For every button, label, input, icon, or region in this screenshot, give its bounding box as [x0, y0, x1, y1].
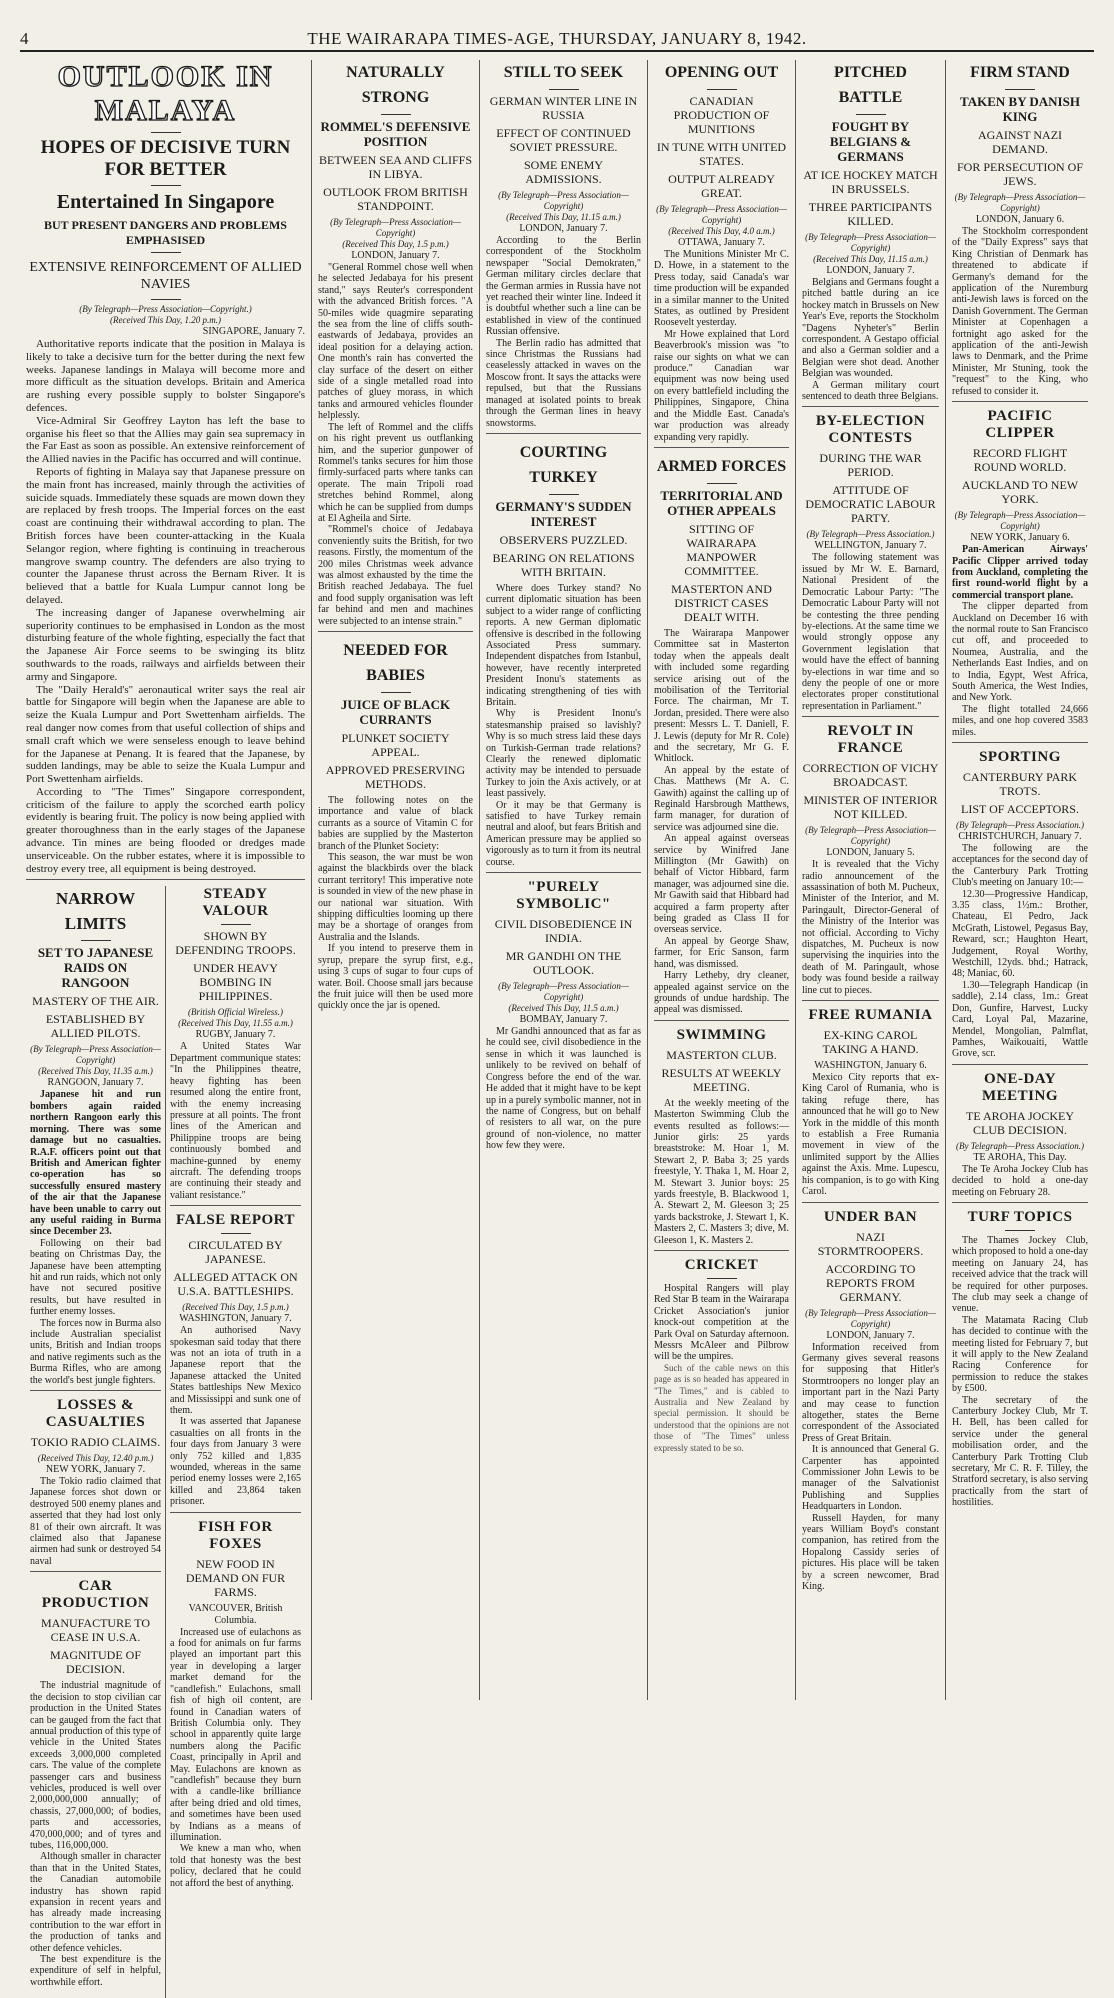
story-fish-for-foxes — [170, 1519, 301, 1893]
credit-line: (By Telegraph—Press Association—Copyright) — [330, 217, 461, 238]
story-turf-topics — [952, 1209, 1088, 1513]
paragraph: The Wairarapa Manpower Committee sat in Masterton today when the appeals dealt with included some regarding service arising out of the mobilisation of the Territorial Force. The chairman, Mr T. Jordan, presided. There were also present: Messrs L. T. Daniell, F. J. Lewis (deputy for Mr R. Cole) and the secretary, Mr G. F. Whitlock. — [654, 627, 789, 765]
kicker: TAKEN BY DANISH KING — [960, 94, 1080, 124]
headline: ARMED FORCES — [656, 457, 787, 475]
kicker: THREE PARTICIPANTS KILLED. — [808, 200, 933, 228]
story-one-day-meeting — [952, 1071, 1088, 1203]
paragraph: Belgians and Germans fought a pitched battle during an ice hockey match in Brussels on New Year's Eve, reports the Stockholm "Dagens Nyheter's" Berlin correspondent. A Gestapo official and also a German soldier and a Belgian were shot dead. Another Belgian was wounded. — [802, 277, 939, 380]
newspaper-title: THE WAIRARAPA TIMES-AGE, THURSDAY, JANUARY 8, 1942. — [307, 29, 807, 48]
kicker: IN TUNE WITH UNITED STATES. — [656, 140, 787, 168]
paragraph: Reports of fighting in Malaya say that Japanese pressure on the main front has increased, mainly through the activities of suicide squads. Immediately these squads are mown down they are replaced by fresh troops. The Imperial forces on the east coast are continuing their withdrawal according to plan. The British forces have been counter-attacking in the Kuala Selangor region, where fighting is continuing in treacherous mangrove swamp country. The defenders are also trying to counter the Japanese thrust across the Bernam River. It is believed that a battle for Kuala Lumpur cannot long be delayed. — [26, 465, 305, 606]
kicker: CIVIL DISOBEDIENCE IN INDIA. — [494, 917, 633, 946]
dateline: TE AROHA, This Day. — [973, 1151, 1067, 1163]
kicker: CANTERBURY PARK TROTS. — [962, 770, 1078, 798]
paragraph: If you intend to preserve them in syrup, prepare the syrup first, e.g., using 3 cups of sugar to four cups of water. Boil. Choose small jars because the fruit juice will then be used more quickly once the jar is opened. — [318, 943, 473, 1012]
story-naturally-strong — [318, 60, 473, 632]
story-false-report — [170, 1212, 301, 1513]
paragraph: An appeal by the estate of Chas. Matthews (Mr A. C. Gawith) against the calling up of Reginald Harsbrough Matthews, farm manager, for duration of service was adjourned sine die. — [654, 764, 789, 833]
page-columns — [20, 60, 1094, 1988]
story-firm-stand — [952, 60, 1088, 402]
credit-line: (By Telegraph—Press Association—Copyright) — [30, 1044, 161, 1066]
kicker: ALLEGED ATTACK ON U.S.A. BATTLESHIPS. — [173, 1270, 298, 1299]
subhead: TERRITORIAL AND OTHER APPEALS — [660, 487, 783, 518]
kicker: SOME ENEMY ADMISSIONS. — [523, 158, 603, 186]
paragraph: Although smaller in character than that in the United States, the Canadian automobile industry has shown rapid expansion in recent years and has already made increasing contribution to the war effort in the production of tanks and other defence vehicles. — [30, 1851, 161, 1954]
paragraph: Harry Letheby, dry cleaner, appealed against service on the grounds of undue hardship. The appeal was dismissed. — [654, 970, 789, 1016]
kicker: TOKIO RADIO CLAIMS. — [30, 1435, 161, 1450]
credit-line: (British Official Wireless.) — [188, 1007, 283, 1018]
dateline: RUGBY, January 7. — [195, 1029, 276, 1041]
story-swimming — [654, 1027, 789, 1251]
paragraph: A United States War Department communique states: "In the Philippines theatre, heavy fighting has been resumed along the entire front, with the enemy increasing pressure at all points. The front lines of the American and Philippine troops are being continuously bombed and machine-gunned by enemy aircraft. The defending troops are continuing their steady and valiant resistance." — [170, 1041, 301, 1201]
credit-line: (By Telegraph—Press Association—Copyright) — [805, 825, 936, 847]
deck: BUT PRESENT DANGERS AND PROBLEMS EMPHASISED — [44, 218, 287, 247]
headline: STEADY VALOUR — [202, 886, 269, 920]
headline: OUTLOOK IN MALAYA — [57, 60, 274, 127]
kicker: CIRCULATED BY JAPANESE. — [188, 1238, 283, 1267]
paragraph: Information received from Germany gives several reasons for supposing that Hitler's Stormtroopers no longer play an important part in the Nazi Party and may cease to function altogether, states the Berne correspondent of the Associated Press of Great Britain. — [802, 1341, 939, 1444]
kicker: BETWEEN SEA AND CLIFFS IN LIBYA. — [318, 153, 472, 181]
subhead: GERMANY'S SUDDEN INTEREST — [495, 498, 632, 529]
headline: SWIMMING — [676, 1026, 767, 1043]
credit-line: (By Telegraph—Press Association—Copyright) — [498, 190, 629, 211]
headline: "PURELY SYMBOLIC" — [516, 879, 611, 913]
credit-line: (By Telegraph—Press Association—Copyright) — [954, 192, 1086, 213]
kicker: OUTPUT ALREADY GREAT. — [668, 172, 775, 200]
headline: TURF TOPICS — [967, 1208, 1073, 1225]
kicker: AGAINST NAZI DEMAND. — [977, 128, 1063, 156]
kicker: OBSERVERS PUZZLED. — [499, 532, 628, 547]
kicker: BEARING ON RELATIONS WITH BRITAIN. — [492, 550, 635, 579]
dateline: LONDON, January 7. — [826, 265, 915, 276]
headline: CRICKET — [684, 1257, 759, 1273]
story-cricket — [654, 1257, 789, 1458]
story-car-production — [30, 1578, 161, 1992]
story-armed-forces — [654, 454, 789, 1021]
kicker: SITTING OF WAIRARAPA MANPOWER COMMITTEE. — [684, 521, 759, 578]
story-free-rumania — [802, 1007, 939, 1202]
paragraph: Or it may be that Germany is satisfied to have Turkey remain neutral and aloof, but fears British and American pressure may be applied so vigorously as to turn it from its neutral course. — [486, 799, 641, 868]
headline: STILL TO SEEK — [503, 64, 624, 81]
received-line: (Received This Day, 11.35 a.m.) — [38, 1066, 153, 1077]
deck: EXTENSIVE REINFORCEMENT OF ALLIED NAVIES — [29, 260, 302, 292]
credit-line: (By Telegraph—Press Association—Copyright) — [805, 1307, 936, 1329]
credit-line: (By Telegraph—Press Association.) — [956, 1140, 1084, 1151]
dateline: NEW YORK, January 6. — [970, 532, 1070, 544]
kicker: MR GANDHI ON THE OUTLOOK. — [505, 949, 622, 978]
headline: PITCHED BATTLE — [834, 64, 907, 106]
paragraph: Vice-Admiral Sir Geoffrey Layton has left the base to organise his fleet so that the Allies may gain sea supremacy in the Far East as soon as possible. An extensive reinforcement of the Allied navies in the Pacific has occurred and will continue. — [26, 414, 305, 466]
kicker: GERMAN WINTER LINE IN RUSSIA — [489, 94, 638, 122]
paragraph: The secretary of the Canterbury Jockey Club, Mr T. H. Bell, has been called for service under the general mobilisation order, and the Canterbury Park Trotting Club secretary, Mr C. R. F. Tilley, the Stratford secretary, is also serving practically from the start of hostilities. — [952, 1394, 1088, 1509]
credit-line: (By Telegraph—Press Association—Copyright) — [805, 232, 936, 253]
paragraph: Why is President Inonu's statesmanship praised so lavishly? Why is so much stress laid these days on Turkish-German trade relations? Clearly the renewed diplomatic activity may be intended to persuade Turkey to join the Axis actively, or at least passively. — [486, 708, 641, 800]
received-line: (Received This Day, 11.15 a.m.) — [813, 254, 928, 264]
kicker: ROMMEL'S DEFENSIVE POSITION — [320, 119, 471, 149]
dateline: CHRISTCHURCH, January 7. — [958, 831, 1082, 842]
received-line: (Received This Day, 1.5 p.m.) — [342, 239, 449, 249]
credit-line: (By Telegraph—Press Association.) — [956, 820, 1084, 830]
paragraph: The Tokio radio claimed that Japanese forces shot down or destroyed 500 enemy planes and asserted that they had lost only 81 of their own aircraft. It was claimed also that Japanese airmen had sunk or destroyed 54 naval — [30, 1476, 161, 1567]
paragraph: Russell Hayden, for many years William Boyd's constant companion, has retired from the Hopalong Cassidy series of pictures. His place will be taken by a screen newcomer, Brad King. — [802, 1512, 939, 1593]
dateline: RANGOON, January 7. — [47, 1077, 144, 1089]
credit-line: (By Telegraph—Press Association—Copyright) — [498, 981, 629, 1003]
received-line: (Received This Day, 11.55 a.m.) — [178, 1018, 293, 1029]
paragraph: "General Rommel chose well when he selected Jedabaya for his present stand," says Reuter's correspondent with the advanced British forces. "A 50-miles wide quagmire separating the sea from the line of cliffs south-eastwards of Jedabaya, provides an ideal position for a delaying action. One month's rain has converted the clay surface of the desert on either side of a single metalled road into patches of gluey morass, in which tanks and armoured vehicles flounder helplessly. — [318, 262, 473, 422]
kicker: ACCORDING TO REPORTS FROM GERMANY. — [825, 1261, 916, 1304]
headline: REVOLT IN FRANCE — [827, 723, 914, 757]
kicker: PLUNKET SOCIETY APPEAL. — [341, 731, 450, 759]
paragraph: According to the Berlin correspondent of the Stockholm newspaper "Social Demokraten," German military circles declare that the German armies in Russia have not yet reached their winter line. Indeed it is doubtful whether such a line can be established in view of the continued Russian offensive. — [486, 235, 641, 338]
kicker: NEW FOOD IN DEMAND ON FUR FARMS. — [185, 1556, 286, 1599]
headline: FALSE REPORT — [176, 1212, 295, 1229]
story-opening-out — [654, 60, 789, 448]
paragraph: A German military court sentenced to death three Belgians. — [802, 379, 939, 403]
page-number: 4 — [20, 29, 29, 48]
kicker: FOUGHT BY BELGIANS & GERMANS — [829, 119, 912, 164]
received-line: (Received This Day, 11.5 a.m.) — [508, 1003, 619, 1014]
subhead: SET TO JAPANESE RAIDS ON RANGOON — [37, 945, 154, 991]
kicker: MASTERY OF THE AIR. — [32, 994, 159, 1009]
kicker: OUTLOOK FROM BRITISH STANDPOINT. — [323, 185, 468, 213]
dateline: SINGAPORE, January 7. — [202, 326, 305, 337]
dateline: NEW YORK, January 7. — [45, 1464, 146, 1476]
dateline: LONDON, January 6. — [975, 214, 1065, 225]
credit-line: (By Telegraph—Press Association.) — [806, 529, 935, 540]
paragraph: The following notes on the importance and value of black currants as a source of Vitamin C for babies are supplied by the Masterton branch of the Plunket Society: — [318, 795, 473, 852]
headline: ONE-DAY MEETING — [981, 1070, 1058, 1104]
kicker: ESTABLISHED BY ALLIED PILOTS. — [45, 1012, 146, 1041]
subhead: JUICE OF BLACK CURRANTS — [340, 697, 451, 727]
paragraph: It was asserted that Japanese casualties on all fronts in the four days from January 3 were only 752 killed and 1,835 wounded, whereas in the same period enemy losses were 2,165 killed and 23,864 taken prisoner. — [170, 1416, 301, 1508]
column-4 — [480, 60, 648, 1700]
paragraph: Mr Howe explained that Lord Beaverbrook's mission was "to raise our sights on what we can produce." Canadian war equipment was now being used on every battlefield including the Philippines, Singapore, China and the Middle East. Canada's war production was already expanding very rapidly. — [654, 328, 789, 443]
headline: COURTING TURKEY — [519, 443, 608, 486]
story-narrow-limits — [30, 886, 161, 1391]
dateline: OTTAWA, January 7. — [678, 237, 765, 248]
paragraph: Japanese hit and run bombers again raided northern Rangoon early this morning. There was some damage but no casualties. R.A.F. officers point out that British and American fighter co-operation has so successfully ensured mastery of the air that the Japanese have been unable to carry out any useful raiding in Burma since December 23. — [30, 1089, 161, 1238]
story-purely-symbolic — [486, 879, 641, 1155]
story-under-ban — [802, 1209, 939, 1597]
kicker: MASTERTON AND DISTRICT CASES DEALT WITH. — [671, 581, 772, 624]
credit-line: (By Telegraph—Press Association—Copyright) — [656, 204, 787, 225]
kicker: EFFECT OF CONTINUED SOVIET PRESSURE. — [496, 126, 631, 154]
kicker: ATTITUDE OF DEMOCRATIC LABOUR PARTY. — [805, 483, 936, 526]
story-by-election — [802, 413, 939, 717]
dateline: LONDON, January 7. — [351, 250, 440, 261]
dateline: LONDON, January 7. — [826, 1329, 915, 1341]
story-courting-turkey — [486, 440, 641, 873]
kicker: CANADIAN PRODUCTION OF MUNITIONS — [673, 94, 770, 136]
dateline: VANCOUVER, British Columbia. — [188, 1602, 283, 1626]
paragraph: Following on their bad beating on Christmas Day, the Japanese have been attempting hit and run raids, which not only have not secured positive results, but have resulted in further enemy losses. — [30, 1237, 161, 1318]
paragraph: Pan-American Airways' Pacific Clipper arrived today from Auckland, completing the first round-world flight by a commercial transport plane. — [952, 544, 1088, 601]
story-needed-for-babies — [318, 638, 473, 1016]
paragraph: Mr Gandhi announced that as far as he could see, civil disobedience in the sense in which it was launched is unlikely to be revived on behalf of Congress before the end of the war. He added that it might have to be kept up in a purely symbolic manner, not in the name of Congress, but on behalf of resisters to all war, on the pure ground of non-violence, no matter how few they were. — [486, 1026, 641, 1152]
paragraph: The Stockholm correspondent of the "Daily Express" says that King Christian of Denmark has threatened to abdicate if Germany's demand for the application of the Nuremburg anti-Jewish laws is forced on the Danish Government. The German Minister at Copenhagen a fortnight ago asked for the application of the anti-Jewish laws to Denmark, and the Prime Minister, Mr Stuning, took the "request" to the King, who refused to consider it. — [952, 226, 1088, 397]
paragraph: The clipper departed from Auckland on December 16 with the normal route to San Francisco cut off, and proceeded to Noumea, Australia, and the Netherlands East Indies, and on to India, Egypt, West Africa, South America, the West Indies, and New York. — [952, 601, 1088, 704]
paragraph: The industrial magnitude of the decision to stop civilian car production in the United States can be gauged from the fact that annual production of this type of vehicle in the United States exceeds 3,000,000 completed cars. The value of the complete passenger cars and business vehicles, produced is well over 2,000,000,000 annually; of chassis, 27,000,000; of bodies, parts and accessories, 470,000,000; and of tyres and tubes, 116,000,000. — [30, 1680, 161, 1851]
dateline: WELLINGTON, January 7. — [814, 540, 927, 552]
kicker: UNDER HEAVY BOMBING IN PHILIPPINES. — [193, 961, 278, 1004]
kicker: CORRECTION OF VICHY BROADCAST. — [802, 761, 939, 790]
paragraph: Authoritative reports indicate that the position in Malaya is likely to take a decisive turn for the better during the next few weeks. Japanese landings in Malaya will become more and more difficult as the situation develops. Britain and America are rushing every possible supply to bolster Singapore's defences. — [26, 338, 305, 414]
deck: Entertained In Singapore — [56, 191, 275, 213]
paragraph: Hospital Rangers will play Red Star B team in the Wairarapa Cricket Association's junior knock-out competition at the Park Oval on Saturday afternoon. Messrs McAleer and Pilbrow will be the umpires. — [654, 1283, 789, 1363]
kicker: RESULTS AT WEEKLY MEETING. — [661, 1065, 782, 1094]
paragraph: The increasing danger of Japanese overwhelming air superiority continues to be emphasised in London as the most disturbing feature of the whole fighting, especially the fact that the Japanese Air Force seems to be swinging its blitz southwards to the roads, railways and airfields between their army and Singapore. — [26, 606, 305, 683]
kicker: MINISTER OF INTERIOR NOT KILLED. — [803, 793, 938, 822]
headline: CAR PRODUCTION — [41, 1578, 150, 1612]
kicker: DURING THE WAR PERIOD. — [819, 451, 922, 480]
dateline: WASHINGTON, January 7. — [179, 1313, 292, 1325]
headline: FREE RUMANIA — [808, 1007, 933, 1024]
paragraph: The flight totalled 24,666 miles, and one hop covered 3583 miles. — [952, 703, 1088, 738]
kicker: APPROVED PRESERVING METHODS. — [325, 763, 466, 791]
story-losses — [30, 1397, 161, 1572]
paragraph: An authorised Navy spokesman said today that there was not an iota of truth in a Japanese report that the Japanese attacked the United States battleships New Mexico and Mississippi and sunk one of them. — [170, 1325, 301, 1416]
received-line: (Received This Day, 4.0 a.m.) — [668, 226, 775, 236]
dateline: BOMBAY, January 7. — [519, 1014, 608, 1026]
masthead — [20, 28, 1094, 52]
story-steady-valour — [170, 886, 301, 1206]
column-3 — [312, 60, 480, 1700]
story-pitched-battle — [802, 60, 939, 407]
paragraph: Mexico City reports that ex-King Carol of Rumania, who is taking refuge there, has announced that he will go to New York in the middle of this month to establish a Free Rumania movement in view of the unlimited support by the Allies against the Axis. Mme. Lupescu, his companion, is to go with King Carol. — [802, 1072, 939, 1198]
column-7 — [946, 60, 1094, 1700]
paragraph: The "Daily Herald's" aeronautical writer says the real air battle for Singapore will begin when the Japanese are able to seize the Kuala Lumpur and Port Swettenham airfields. The real danger now comes from that useful collection of ships and small craft which we were senseless enough to leave behind for the Japanese at Penang. It is feared that the Japanese, by sudden landings, may be able to seize the Kuala Lumpur and Port Swettenham airfields. — [26, 683, 305, 786]
paragraph: The following statement was issued by Mr W. E. Barnard, National President of the Democratic Labour Party: "The Democratic Labour Party will not be contesting the three pending by-elections. At the same time we would strongly oppose any Government legislation that would have the effect of banning by-elections in war time and so deny the people of one or more electorates proper constitutional representation in Parliament." — [802, 552, 939, 712]
dateline: WASHINGTON, January 6. — [814, 1060, 927, 1072]
received-line: (Received This Day, 11.15 a.m.) — [506, 212, 621, 222]
dateline: LONDON, January 7. — [519, 223, 608, 234]
headline: NARROW LIMITS — [55, 889, 136, 934]
headline: NATURALLY STRONG — [346, 64, 445, 106]
paragraph: The forces now in Burma also include Australian specialist units, British and Indian troops and native regiments such as the Burma Rifles, who are among the world's best jungle fighters. — [30, 1317, 161, 1386]
kicker: MAGNITUDE OF DECISION. — [50, 1648, 141, 1677]
paragraph: Such of the cable news on this page as is so headed has appeared in "The Times," and is cabled to Australia and New Zealand by special permission. It should be understood that the opinions are not those of "The Times" unless expressly stated to be so. — [654, 1362, 789, 1453]
credit-line: (By Telegraph—Press Association—Copyright.) — [79, 304, 252, 314]
headline: UNDER BAN — [823, 1208, 918, 1225]
kicker: MANUFACTURE TO CEASE IN U.S.A. — [40, 1616, 150, 1645]
headline: LOSSES & CASUALTIES — [45, 1397, 146, 1431]
received-line: (Received This Day, 12.40 p.m.) — [37, 1453, 154, 1464]
paragraph: The Thames Jockey Club, which proposed to hold a one-day meeting on January 24, has received advice that the track will be required for other purposes. The club may seek a change of venue. — [952, 1234, 1088, 1315]
paragraph: 12.30—Progressive Handicap, 3.35 class, 1½m.: Brother, Chateau, El Pedro, Jack McGrath, Listowel, Pegasus Bay, Reward, scr.; Haughton Heart, Judgement, Royal Worthy, Westchill, 12yds. bhd.; Hatrack, 48; Maniac, 60. — [952, 888, 1088, 980]
paragraph: The Munitions Minister Mr C. D. Howe, in a statement to the Press today, said Canada's war time production will be expanded in a similar manner to the United States, as outlined by President Roosevelt yesterday. — [654, 249, 789, 329]
paragraph: According to "The Times" Singapore correspondent, criticism of the failure to apply the scorched earth policy evidently is bearing fruit. The policy is now being applied with greater thoroughness than in the early stages of the Japanese advance. Tin mines are being flooded or dredges made unserviceable. On the rubber estates, where it is impossible to destroy every tree, all equipment is being destroyed. — [26, 785, 305, 875]
headline: FISH FOR FOXES — [198, 1518, 273, 1552]
headline: PACIFIC CLIPPER — [985, 408, 1055, 442]
story-pacific-clipper — [952, 408, 1088, 743]
story-malaya — [26, 60, 305, 880]
headline: FIRM STAND — [970, 64, 1070, 81]
headline: NEEDED FOR BABIES — [343, 642, 448, 684]
paragraph: The following are the acceptances for the second day of the Canterbury Park Trotting Club's meeting on January 10:— — [952, 843, 1088, 889]
column-5 — [648, 60, 796, 1700]
kicker: MASTERTON CLUB. — [666, 1047, 777, 1062]
paragraph: An appeal against overseas service by Winifred Jane Millington (Mr Gawith) on behalf of Victor Hibbard, farm manager, was adjourned sine die. Mr Gawith said that Hibbard had acquired a farm property after being graded as Class II for overseas service. — [654, 833, 789, 936]
paragraph: It is announced that General G. Carpenter has appointed Commissioner John Lewis to be manager of the Salvationist Publishing and Supplies Headquarters in London. — [802, 1444, 939, 1513]
paragraph: "Rommel's choice of Jedabaya conveniently suits the British, for two reasons. Firstly, the momentum of the 200 miles Christmas week advance was almost exhausted by the time the British reached Jedabaya. The fuel and food supply organisation was left far behind and men and machines were subjected to an intense strain." — [318, 524, 473, 627]
paragraph: We knew a man who, when told that honesty was the best policy, declared that he could not afford the best of anything. — [170, 1843, 301, 1889]
column-6 — [796, 60, 946, 1700]
paragraph: The left of Rommel and the cliffs on his right prevent us outflanking him, and the superior gunpower of Rommel's tanks secures for him those firmly-surfaced parts where tanks can operate. The main Tripoli road stretches behind Rommel, along which he can be supplied from dumps at El Agheila and Sirte. — [318, 421, 473, 524]
paragraph: This season, the war must be won against the blackbirds over the black currant territory! This imperative note is sounded in view of the new phase in our national war situation. With shipping difficulties looming up there may be a shortage of oranges from Australia and the Islands. — [318, 852, 473, 943]
story-still-to-seek — [486, 60, 641, 434]
kicker: TE AROHA JOCKEY CLUB DECISION. — [965, 1108, 1074, 1137]
paragraph: The Te Aroha Jockey Club has decided to hold a one-day meeting on February 28. — [952, 1163, 1088, 1198]
paragraph: It is revealed that the Vichy radio announcement of the assassination of both M. Pucheux, Minister of the Interior, and M. Paringault, Director-General of the Ministry of the Interior was not official. According to Vichy dispatches, M. Pucheux is now supervising the inquiries into the death of M. Paringault, whose body was found beside a railway line cut to pieces. — [802, 859, 939, 996]
paragraph: 1.30—Telegraph Handicap (in saddle), 2.14 class, 1m.: Great Don, Gunfire, Harvest, Lucky Card, Loyal Pal, Mazarine, Mendel, Mongolian, Palmflat, Pamhes, Waikouaiti, Wattle Grove, scr. — [952, 979, 1088, 1060]
headline: SPORTING — [979, 749, 1061, 765]
headline: OPENING OUT — [664, 64, 779, 81]
received-line: (Received This Day, 1.5 p.m.) — [182, 1302, 289, 1313]
kicker: LIST OF ACCEPTORS. — [961, 802, 1079, 816]
kicker: FOR PERSECUTION OF JEWS. — [956, 160, 1084, 188]
received-line: (Received This Day, 1.20 p.m.) — [110, 315, 221, 325]
story-sporting — [952, 749, 1088, 1065]
paragraph: The Matamata Racing Club has decided to continue with the meeting listed for February 7, but it will apply to the New Zealand Racing Conference for permission to reduce the stakes by £500. — [952, 1314, 1088, 1395]
story-revolt-in-france — [802, 723, 939, 1001]
headline: BY-ELECTION CONTESTS — [815, 413, 926, 447]
kicker: RECORD FLIGHT ROUND WORLD. — [972, 446, 1068, 475]
credit-line: (By Telegraph—Press Association—Copyright) — [954, 510, 1086, 532]
paragraph: At the weekly meeting of the Masterton Swimming Club the events resulted as follows:—Junior girls: 25 yards breaststroke: M. Hoar 1, M. Stewart 2, P. Baba 3; 25 yards freestyle, Y. Thaka 1, M. Hoar 2, M. Stewart 3. Junior boys: 25 yards freestyle, B. Blackwood 1, A. Stewart 2, M. Gleeson 3; 25 yards backstroke, J. Stewart 1, K. Masters 2, C. Masters 3; dive, M. Gleeson 1, K. Masters 2. — [654, 1097, 789, 1246]
paragraph: The best expenditure is the expenditure of self in helpful, worthwhile effort. — [30, 1954, 161, 1988]
kicker: AUCKLAND TO NEW YORK. — [961, 478, 1079, 507]
column-1 — [20, 60, 312, 1988]
paragraph: Increased use of eulachons as a food for animals on fur farms played an important part this year in developing a larger market demand for the "candlefish." Eulachons, small fish of high oil content, are found in Canadian waters of British Columbia only. They school in apparently quite large numbers along the Pacific Coast, principally in April and May. Eulachons are known as "candlefish" because they burn with a candle-like brilliance after being dried and old times, and sometimes have been used by Indians as a means of illumination. — [170, 1626, 301, 1843]
kicker: SHOWN BY DEFENDING TROOPS. — [175, 929, 296, 958]
paragraph: The Berlin radio has admitted that since Christmas the Russians had ceaselessly attacked in waves on the Moscow front. It says the attacks were repulsed, but that the Russians managed at isolated points to break through the German lines in heavy snowstorms. — [486, 337, 641, 429]
subhead: HOPES OF DECISIVE TURN FOR BETTER — [40, 137, 291, 180]
kicker: NAZI STORMTROOPERS. — [817, 1229, 924, 1258]
kicker: AT ICE HOCKEY MATCH IN BRUSSELS. — [803, 168, 938, 196]
paragraph: Where does Turkey stand? No current diplomatic situation has been subject to a wider range of conflicting reports. A new German diplomatic offensive is described in the following Associated Press summary. Independent dispatches from Istanbul, however, have recently interpreted President Inonu's statements as indicating strengthening of ties with Britain. — [486, 582, 641, 708]
dateline: LONDON, January 5. — [826, 847, 915, 859]
paragraph: An appeal by George Shaw, farmer, for Eric Sanson, farm hand, was dismissed. — [654, 935, 789, 970]
kicker: EX-KING CAROL TAKING A HAND. — [822, 1028, 919, 1057]
